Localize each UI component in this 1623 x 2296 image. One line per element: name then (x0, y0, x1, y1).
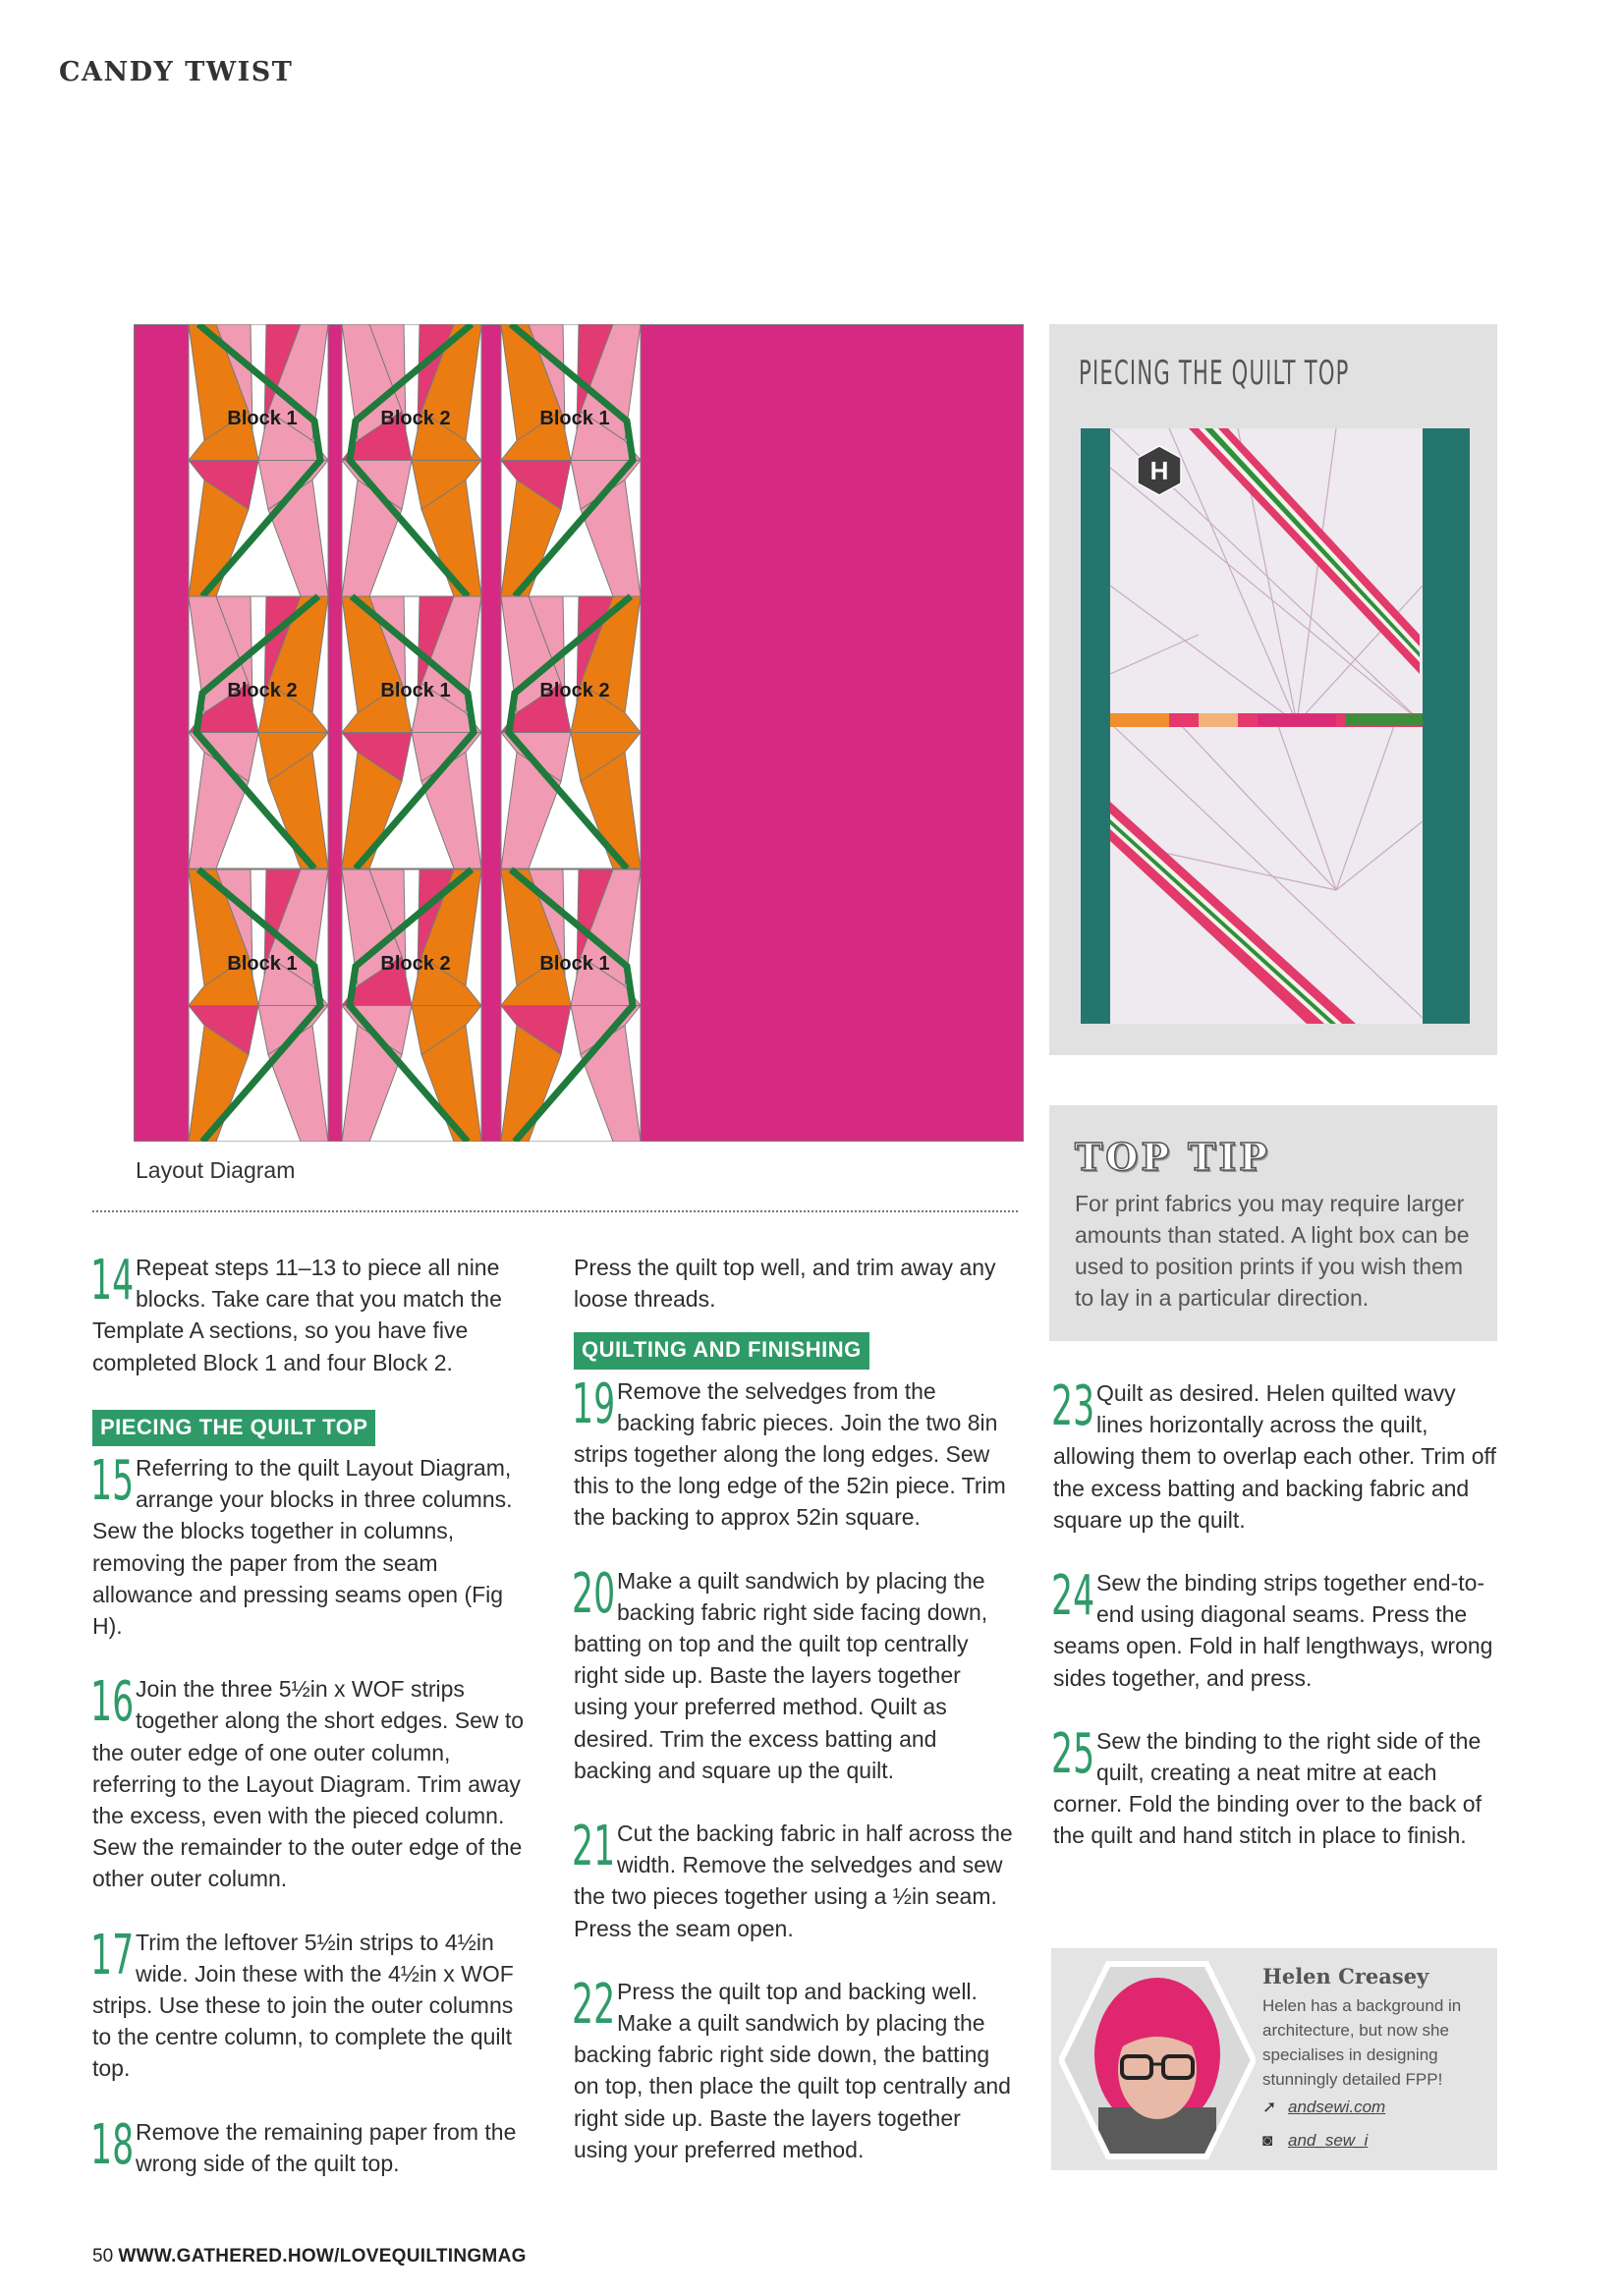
block-label: Block 1 (539, 953, 610, 975)
block-label: Block 2 (380, 953, 451, 975)
section-heading-piecing: PIECING THE QUILT TOP (92, 1410, 375, 1446)
page-footer (92, 2246, 527, 2268)
step-number: 18 (90, 2112, 135, 2177)
step-text: Sew the binding strips together end-to-end using diagonal seams. Press the seams open. Fold in half lengthways, wrong sides together, and press. (1053, 1570, 1493, 1691)
step-text: Sew the binding to the right side of the quilt, creating a neat mitre at each corner. Fold the binding over to the back of the quilt and hand stitch in place to finish. (1053, 1727, 1482, 1849)
block-label: Block 1 (539, 408, 610, 429)
step-number: 24 (1051, 1564, 1095, 1629)
step-text: Remove the selvedges from the backing fabric pieces. Join the two 8in strips together along the long edges. Sew this to the long edge of the 52in piece. Trim the backing to approx 52in square. (574, 1377, 1006, 1531)
quilt-layout-diagram (134, 324, 1024, 1142)
piecing-sidebar (1049, 324, 1497, 1055)
top-tip-heading: TOP TIP (1075, 1135, 1270, 1179)
step-25 (1051, 1721, 1497, 1852)
step-23 (1051, 1374, 1497, 1536)
step-16 (90, 1670, 536, 1894)
step-text: Make a quilt sandwich by placing the backing fabric right side facing down, batting on top and the quilt top centrally right side up. Baste the layers together using your preferred method. Quilt as desired. Trim the excess batting and backing and square up the quilt. (574, 1567, 988, 1783)
sidebar-title: PIECING THE QUILT TOP (1079, 354, 1350, 393)
website-text[interactable]: andsewi.com (1288, 2098, 1386, 2116)
block-label: Block 1 (227, 408, 298, 429)
layout-diagram-caption: Layout Diagram (136, 1157, 296, 1183)
step-number: 23 (1051, 1374, 1095, 1438)
step-number: 17 (90, 1923, 135, 1988)
step-number: 14 (90, 1249, 135, 1313)
step-14 (90, 1249, 536, 1378)
instagram-text[interactable]: and_sew_i (1288, 2131, 1369, 2150)
step-text: Press the quilt top and backing well. Make a quilt sandwich by placing the backing fabric right side down, the batting on top, then place the quilt top centrally and right side up. Baste the layers together using your preferred method. (574, 1978, 1011, 2162)
step-text: Repeat steps 11–13 to piece all nine blocks. Take care that you match the Template A sections, so you have five completed Block 1 and four Block 2. (92, 1255, 502, 1375)
designer-name: Helen Creasey (1262, 1964, 1429, 1988)
designer-description: Helen has a background in architecture, but now she specialises in designing stunningly detailed FPP! (1262, 1996, 1462, 2089)
step-text: Cut the backing fabric in half across the width. Remove the selvedges and sew the two pieces together using a ½in seam. Press the seam open. (574, 1820, 1013, 1941)
block-label: Block 1 (227, 953, 298, 975)
step-17 (90, 1923, 536, 2085)
block-label: Block 1 (380, 680, 451, 701)
website-link[interactable] (1262, 2098, 1385, 2117)
instagram-icon: ◙ (1262, 2131, 1273, 2150)
step-18-continued: Press the quilt top well, and trim away any loose threads. (574, 1255, 996, 1313)
step-text: Referring to the quilt Layout Diagram, arrange your blocks in three columns. Sew the blocks together in columns, removing the paper from the seam allowance and pressing seams open (Fig H). (92, 1455, 513, 1640)
step-18 (90, 2112, 536, 2179)
step-number: 20 (572, 1561, 616, 1626)
block-label: Block 2 (539, 680, 610, 701)
step-number: 19 (572, 1372, 616, 1436)
step-text: Trim the leftover 5½in strips to 4½in wide. Join these with the 4½in x WOF strips. Use these to join the outer columns to the centre column, to complete the quilt top. (92, 1929, 514, 2082)
step-24 (1051, 1564, 1497, 1694)
step-text: Remove the remaining paper from the wrong side of the quilt top. (136, 2118, 517, 2176)
text-column-1 (90, 1249, 536, 2211)
text-column-2 (574, 1252, 1018, 2197)
fig-h-label: H (1149, 456, 1169, 485)
step-number: 22 (572, 1972, 616, 2037)
magazine-url[interactable]: WWW.GATHERED.HOW/LOVEQUILTINGMAG (118, 2246, 527, 2267)
step-number: 21 (572, 1815, 616, 1879)
running-head: CANDY TWIST (59, 57, 294, 87)
designer-avatar (1059, 1960, 1256, 2160)
block-label: Block 2 (380, 408, 451, 429)
fig-h-photo (1081, 428, 1470, 1024)
top-tip-box (1049, 1105, 1497, 1341)
step-text: Quilt as desired. Helen quilted wavy lines horizontally across the quilt, allowing them to overlap each other. Trim off the excess batting and backing fabric and square up the quilt. (1053, 1380, 1496, 1533)
step-21 (572, 1815, 1018, 1944)
top-tip-body: For print fabrics you may require larger amounts than stated. A light box can be used to position prints if you wish them to lay in a particular direction. (1075, 1191, 1470, 1311)
step-number: 25 (1051, 1721, 1095, 1786)
step-text: Join the three 5½in x WOF strips together along the short edges. Sew to the outer edge of one outer column, referring to the Layout Diagram. Trim away the excess, even with the pieced column. Sew the remainder to the outer edge of the other outer column. (92, 1676, 525, 1892)
fabric-strip-middle (1110, 713, 1423, 727)
step-number: 16 (90, 1670, 135, 1735)
step-22 (572, 1972, 1018, 2165)
step-20 (572, 1561, 1018, 1786)
block-label: Block 2 (227, 680, 298, 701)
step-19 (572, 1372, 1018, 1534)
step-15 (90, 1449, 536, 1642)
text-column-3 (1051, 1374, 1497, 1883)
designer-bio (1051, 1948, 1497, 2170)
instagram-link[interactable] (1262, 2131, 1368, 2151)
section-heading-quilting: QUILTING AND FINISHING (574, 1332, 869, 1369)
dotted-divider (92, 1210, 1018, 1212)
cursor-icon: ➚ (1262, 2098, 1277, 2116)
step-number: 15 (90, 1449, 135, 1514)
page-number: 50 (92, 2246, 114, 2267)
